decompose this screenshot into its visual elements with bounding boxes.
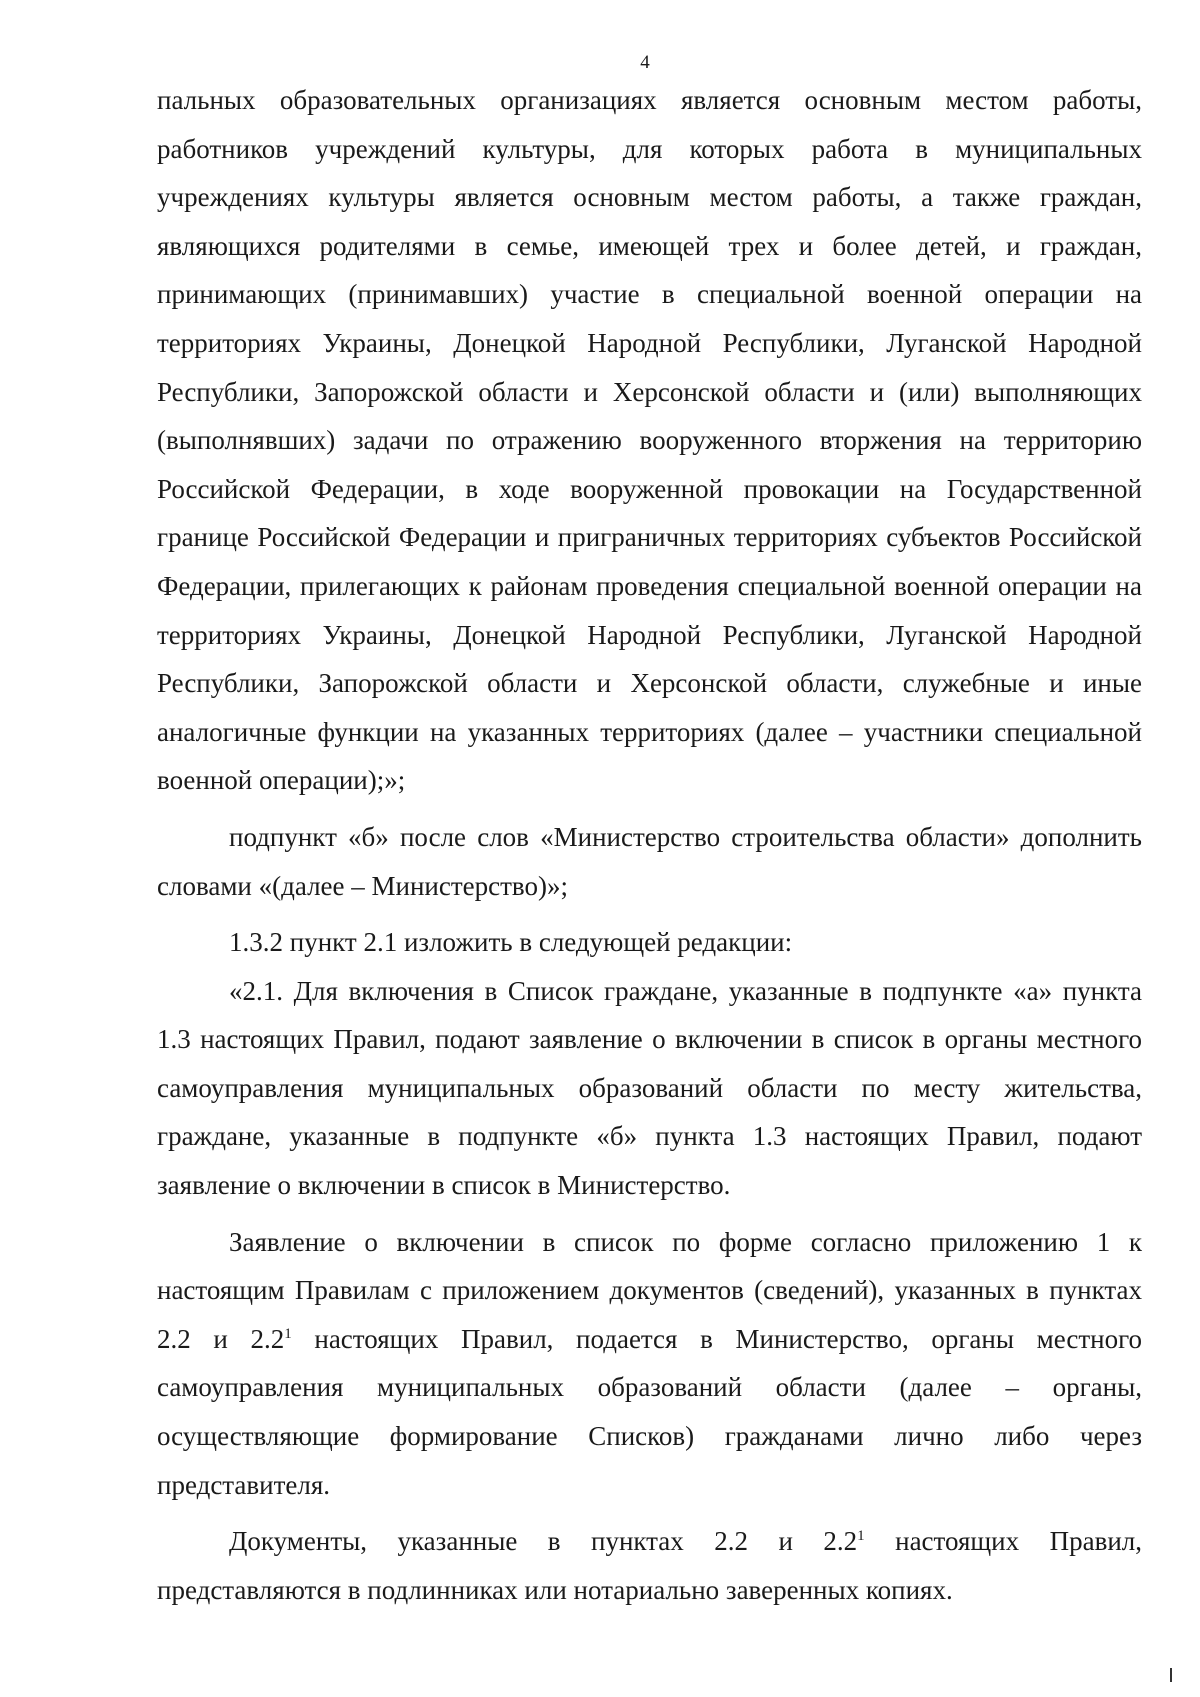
document-body	[157, 76, 1142, 1614]
paragraph-documents	[157, 1517, 1142, 1614]
scan-mark	[1170, 1668, 1172, 1682]
paragraph-documents-text-1: Документы, указанные в пунктах 2.2 и 2.2	[229, 1526, 858, 1557]
paragraph-application-text-1: Заявление о включении в список по форме согласно приложению 1 к настоящим Правилам с приложением документов (сведений), указанных в пунктах 2.2 и 2.2	[157, 1226, 1142, 1354]
paragraph-point-2-1: «2.1. Для включения в Список граждане, указанные в подпункте «а» пункта 1.3 настоящих Правил, подают заявление о включении в список в органы местного самоуправления муниципальных образований области по месту жительства, граждане, указанные в подпункте «б» пункта 1.3 настоящих Правил, подают заявление о включении в список в Министерство.	[157, 975, 1142, 1201]
paragraph-application-form	[157, 1218, 1142, 1510]
superscript-1: 1	[284, 1325, 292, 1342]
paragraph-application-text-2: настоящих Правил, подается в Министерство, органы местного самоуправления муниципальных образований области (далее – органы, осуществляющие формирование Списков) гражданами лично либо через представителя.	[157, 1323, 1143, 1500]
superscript-1: 1	[857, 1528, 865, 1545]
paragraph-documents-text-2: настоящих Правил, представляются в подлинниках или нотариально заверенных копиях.	[157, 1526, 1142, 1605]
paragraph-continuation: пальных образовательных организациях является основным местом работы, работников учреждений культуры, для которых работа в муниципальных учреждениях культуры является основным местом работы, а также граждан, являющихся родителями в семье, имеющей трех и более детей, и граждан, принимающих (принимавших) участие в специальной военной операции на территориях Украины, Донецкой Народной Республики, Луганской Народной Республики, Запорожской области и Херсонской области и (или) выполняющих (выполнявших) задачи по отражению вооруженного вторжения на территорию Российской Федерации, в ходе вооруженной провокации на Государственной границе Российской Федерации и приграничных территориях субъектов Российской Федерации, прилегающих к районам проведения специальной военной операции на территориях Украины, Донецкой Народной Республики, Луганской Народной Республики, Запорожской области и Херсонской области, служебные и иные аналогичные функции на указанных территориях (далее – участники специальной военной операции);»;	[157, 85, 1142, 796]
page-number: 4	[640, 52, 650, 73]
paragraph-subpoint-b: подпункт «б» после слов «Министерство строительства области» дополнить словами «(далее – Министерство)»;	[157, 821, 1142, 901]
paragraph-item-1-3-2: 1.3.2 пункт 2.1 изложить в следующей редакции:	[229, 927, 793, 958]
